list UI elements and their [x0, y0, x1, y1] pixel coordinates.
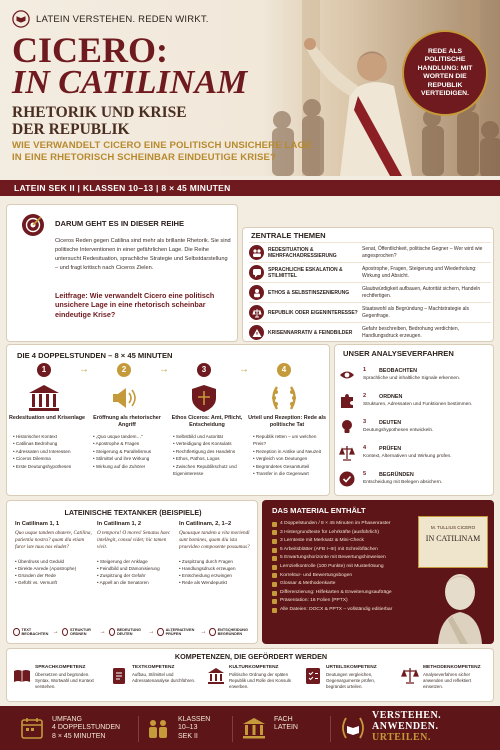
- arrow-icon: →: [200, 629, 207, 635]
- lesson-point: • Selbstbild und Autorität: [173, 433, 247, 440]
- lesson-point: • Republik retten – um welchen Preis?: [253, 433, 327, 448]
- lesson-point: • Wirkung auf die Zuhörer: [93, 463, 167, 470]
- laurel-book-icon: [340, 714, 366, 742]
- footer-fach-text: FACH LATEIN: [274, 716, 298, 732]
- eye-icon: [339, 367, 355, 383]
- anchor-point: • Gefühl vs. Vernunft: [15, 579, 95, 586]
- open-book-icon: [13, 667, 31, 685]
- material-item-text: 4 Doppelstunden / 8 × 45 Minuten im Phasenraster: [280, 521, 391, 526]
- competency-name: KULTURKOMPETENZ: [229, 665, 279, 670]
- anchor-points: [15, 558, 95, 586]
- step-desc: Deutungshypothesen entwickeln.: [363, 428, 434, 433]
- theme-row: [249, 262, 491, 282]
- theme-name: KRISENNARRATIV & FEINDBILDER: [268, 329, 353, 336]
- intro-lead: Leitfrage: Wie verwandelt Cicero eine politisch unsichere Lage in eine rhetorisch scheinbar eindeutige Krise?: [55, 291, 215, 319]
- anchor-point: • Appell an die Senatoren: [97, 579, 177, 586]
- intro-text: Ciceros Reden gegen Catilina sind mehr als brillante Rhetorik. Sie sind politische Interventionen in einer gefährlichen Lage. Die Reihe untersucht Redesituation, sprachliche Strategie und Selbstdarstellung – und fragt kritisch nach Ciceros Zielen.: [55, 238, 231, 271]
- anchor-latin: O tempora! O mores! Senatus haec intellegit, consul videt; hic tamen vivit.: [97, 530, 171, 551]
- material-item-text: Lernzielkontrolle (100 Punkte) mit Musterlösung: [280, 563, 384, 569]
- analysis-panel: [334, 344, 494, 496]
- calendar-icon: [20, 716, 44, 740]
- page-title: CICERO:: [12, 30, 169, 70]
- step-number: 3: [363, 419, 367, 425]
- guiding-question: WIE VERWANDELT CICERO EINE POLITISCH UNSICHERE LAGE IN EINE RHETORISCH SCHEINBAR EINDEUTIGE KRISE?: [12, 140, 312, 163]
- intro-heading: DARUM GEHT ES IN DIESER REIHE: [55, 219, 185, 228]
- footer-cell-fach: [242, 714, 322, 744]
- bullet-square-icon: [272, 591, 277, 596]
- temple-icon: [207, 667, 225, 685]
- arrow-icon: →: [79, 364, 89, 375]
- anchor-reference: In Catilinam, 2, 1–2: [179, 521, 232, 527]
- theme-desc: Glaubwürdigkeit aufbauen, Autorität sichern, Handeln rechtfertigen.: [362, 286, 481, 299]
- theme-name: ETHOS & SELBSTINSZENIERUNG: [268, 289, 350, 296]
- arrow-icon: →: [99, 629, 106, 635]
- competency-name: URTEILSKOMPETENZ: [326, 665, 377, 670]
- analysis-step: [339, 391, 493, 417]
- method-step: [109, 628, 146, 637]
- step-number: 4: [363, 445, 367, 451]
- material-item-text: Präsentation: 16 Folien (PPTX): [280, 598, 348, 604]
- temple-icon: [242, 716, 266, 740]
- material-heading: DAS MATERIAL ENTHÄLT: [272, 506, 366, 515]
- theme-desc: Apostrophe, Fragen, Steigerung und Wiederholung: Wirkung und Absicht.: [362, 266, 477, 279]
- competency-desc: Deutungen vergleichen, Gegenargumente prüfen, begründet urteilen.: [326, 672, 376, 689]
- anchor-reference: In Catilinam 1, 1: [15, 521, 60, 527]
- shield-icon: [187, 383, 221, 413]
- anchor-point: • Entscheidung erzwingen: [179, 572, 259, 579]
- speaker-icon: [107, 383, 141, 413]
- anchor-point: • Direkte Anrede (Apostrophe): [15, 565, 95, 572]
- lesson-point: • Ciceros Dilemma: [13, 455, 87, 462]
- lesson-point: • Rechtfertigung des Handelns: [173, 448, 247, 455]
- material-item: [272, 606, 422, 615]
- material-list: [272, 520, 422, 615]
- material-item: [272, 589, 422, 598]
- material-item-text: 5 Arbeitsblätter (AFB I–III) mit Schreibflächen: [280, 546, 378, 552]
- step-number: 5: [363, 471, 367, 477]
- material-item: [272, 572, 422, 581]
- scales-icon: [401, 667, 419, 685]
- anchor-point: • Gründen der Rede: [15, 572, 95, 579]
- intro-panel: [6, 204, 238, 342]
- lesson-point: • „Quo usque tandem…“: [93, 433, 167, 440]
- lesson-point: • Rezeption in Antike und Neuzeit: [253, 448, 327, 455]
- bullet-square-icon: [272, 522, 277, 527]
- person-icon: [249, 285, 264, 300]
- competency-item: [397, 663, 493, 701]
- footer-divider: [330, 716, 331, 742]
- lesson-points: [173, 433, 247, 477]
- lesson-number: 3: [197, 363, 211, 377]
- material-item: [272, 529, 422, 538]
- anchor-reference: In Catilinam 1, 2: [97, 521, 142, 527]
- analysis-step: [339, 365, 493, 391]
- method-step: [157, 628, 197, 637]
- step-circle-icon: [109, 628, 115, 636]
- theme-row: [249, 242, 491, 262]
- anchor-column: [97, 521, 177, 586]
- lesson-point: • Zwischen Republikschutz und Eigeninteresse: [173, 463, 247, 478]
- theme-row: [249, 282, 491, 302]
- step-circle-icon: [13, 628, 20, 636]
- anchor-latin: Quousque tandem a vita moriendi sunt homines, quam diu ista praevideo composente possumus?: [179, 530, 250, 551]
- method-step-label: BEDEUTUNG DEUTEN: [116, 627, 141, 636]
- step-number: 1: [363, 367, 367, 373]
- lesson-point: • Catilinas Bedrohung: [13, 440, 87, 447]
- material-item: [272, 580, 422, 589]
- bullet-square-icon: [272, 573, 277, 578]
- themes-panel: [242, 227, 494, 342]
- lesson-point: • Ethos, Pathos, Logos: [173, 455, 247, 462]
- badge-text: REDE ALS POLITISCHE HANDLUNG: MIT WORTEN DIE REPUBLIK VERTEIDIGEN.: [417, 47, 473, 97]
- arrow-icon: →: [52, 629, 59, 635]
- material-item-text: 5 Erwartungshorizonte mit Bewertungshinweisen: [280, 555, 386, 561]
- lesson-number: 2: [117, 363, 131, 377]
- lesson-title: Eröffnung als rhetorischer Angriff: [93, 415, 161, 428]
- book-title: IN CATILINAM: [425, 534, 481, 543]
- competency-desc: Aufbau, Stilmittel und Adressatenanalyse durchführen.: [132, 672, 196, 683]
- lesson-points: [93, 433, 167, 470]
- material-item: [272, 520, 422, 529]
- theme-desc: Gefahr beschreiben, Bedrohung verdichten, Handlungsdruck erzeugen.: [362, 326, 460, 339]
- footer-divider: [138, 716, 139, 742]
- competencies-heading: KOMPETENZEN, DIE GEFÖRDERT WERDEN: [174, 652, 328, 661]
- speech-bubble-icon: [249, 265, 264, 280]
- anchor-point: • Steigerung der Anklage: [97, 558, 177, 565]
- anchor-point: • Zuspitzung der Gefahr: [97, 572, 177, 579]
- theme-row: [249, 302, 491, 322]
- anchor-column: [179, 521, 259, 586]
- rede-badge: [402, 30, 488, 116]
- method-step-label: STRUKTUR ORDNEN: [69, 627, 91, 636]
- lesson-column: [167, 363, 247, 495]
- competency-item: [106, 663, 202, 701]
- material-item: [272, 546, 422, 555]
- competency-desc: Analyseverfahren sicher anwenden und reflektiert einsetzen.: [423, 672, 472, 689]
- themes-heading: ZENTRALE THEMEN: [251, 231, 326, 240]
- tagline-verstehen: VERSTEHEN.: [372, 710, 442, 721]
- bullet-square-icon: [272, 548, 277, 553]
- tagline: LATEIN VERSTEHEN. REDEN WIRKT.: [36, 13, 209, 25]
- bullet-square-icon: [272, 608, 277, 613]
- lesson-point: • Begründetes Gesamturteil: [253, 463, 327, 470]
- lesson-point: • Historischer Kontext: [13, 433, 87, 440]
- bullet-square-icon: [272, 582, 277, 587]
- method-steps-row: [13, 625, 257, 639]
- anchor-point: • Überdruss und Geduld: [15, 558, 95, 565]
- step-desc: Sprachliche und inhaltliche Signale erkennen.: [363, 376, 461, 381]
- method-step: [13, 628, 50, 637]
- material-item: [272, 563, 422, 572]
- info-bar: LATEIN SEK II | KLASSEN 10–13 | 8 × 45 MINUTEN: [0, 180, 500, 196]
- competencies-panel: [6, 648, 494, 702]
- step-desc: Entscheidung mit Belegen absichern.: [363, 480, 443, 485]
- lesson-points: [13, 433, 87, 470]
- anchor-latin: Quo usque tandem abutere, Catilina, patientia nostra? quam diu etiam furor iste tuus nos eludet?: [15, 530, 92, 551]
- scales-icon: [249, 305, 264, 320]
- checklist-icon: [304, 667, 322, 685]
- lesson-point: • Stilmittel und ihre Wirkung: [93, 455, 167, 462]
- material-item-text: Differenzierung: Hilfekarten & Erweiterungsaufträge: [280, 589, 392, 595]
- lesson-point: • Transfer in die Gegenwart: [253, 470, 327, 477]
- target-icon: [21, 213, 45, 237]
- lesson-point: • Verteidigung des Konsulats: [173, 440, 247, 447]
- material-panel: [262, 500, 494, 644]
- bullet-square-icon: [272, 599, 277, 604]
- anchor-column: [15, 521, 95, 586]
- theme-name: SPRACHLICHE ESKALATION & STILMITTEL: [268, 266, 343, 279]
- competency-desc: Übersetzen und begründen. Syntax, Wortwahl und Kontext verstehen.: [35, 672, 94, 689]
- lesson-point: • Vergleich von Deutungen: [253, 455, 327, 462]
- tagline-anwenden: ANWENDEN.: [372, 721, 439, 732]
- temple-icon: [27, 383, 61, 413]
- lesson-point: • Erste Deutungshypothesen: [13, 463, 87, 470]
- step-name: PRÜFEN: [379, 446, 402, 452]
- competency-name: SPRACHKOMPETENZ: [35, 665, 86, 670]
- laurel-book-icon: [12, 10, 30, 28]
- theme-name: REDESITUATION & MEHRFACHADRESSIERUNG: [268, 246, 337, 259]
- analysis-heading: UNSER ANALYSEVERFAHREN: [343, 349, 454, 358]
- footer-umfang-text: UMFANG 4 DOPPELSTUNDEN 8 × 45 MINUTEN: [52, 716, 121, 740]
- cicero-bust-illustration: [430, 564, 490, 644]
- competency-item: [300, 663, 396, 701]
- competency-name: METHODENKOMPETENZ: [423, 665, 481, 670]
- competency-item: [203, 663, 299, 701]
- bullet-square-icon: [272, 539, 277, 544]
- lightbulb-icon: [339, 419, 355, 435]
- lesson-number: 4: [277, 363, 291, 377]
- analysis-step: [339, 417, 493, 443]
- method-step: [209, 628, 257, 637]
- competency-name: TEXTKOMPETENZ: [132, 665, 175, 670]
- footer-tagline: [372, 710, 441, 743]
- anchor-point: • Rede als Wendepunkt: [179, 579, 259, 586]
- footer-cell-klassen: [146, 714, 226, 744]
- students-icon: [146, 716, 170, 740]
- bullet-square-icon: [272, 556, 277, 561]
- method-step-label: ENTSCHEIDUNG BEGRÜNDEN: [217, 627, 249, 636]
- lessons-heading: DIE 4 DOPPELSTUNDEN – 8 × 45 MINUTEN: [17, 351, 173, 360]
- lesson-point: • Steigerung & Parallelismus: [93, 448, 167, 455]
- anchors-heading: LATEINISCHE TEXTANKER (BEISPIELE): [64, 508, 202, 517]
- theme-row: [249, 322, 491, 342]
- subtitle-line-2: DER REPUBLIK: [12, 121, 130, 138]
- material-item-text: Alle Dateien: DOCX & PPTX – vollständig editierbar: [280, 606, 393, 612]
- material-item-text: Korrektur- und Bewertungsbogen: [280, 572, 353, 578]
- bullet-square-icon: [272, 530, 277, 535]
- footer-klassen-text: KLASSEN 10–13 SEK II: [178, 716, 211, 740]
- lesson-column: [7, 363, 87, 495]
- material-item-text: 3 Hintergrundtexte für Lehrkräfte (ausführlich): [280, 529, 379, 535]
- analysis-step: [339, 469, 493, 495]
- lesson-title: Ethos Ciceros: Amt, Pflicht, Entscheidung: [171, 415, 243, 428]
- material-item: [272, 537, 422, 546]
- book-cover: [418, 516, 488, 568]
- step-circle-icon: [209, 628, 215, 636]
- people-icon: [249, 245, 264, 260]
- lessons-panel: [6, 344, 330, 496]
- step-number: 2: [363, 393, 367, 399]
- lesson-point: • Apostrophe & Fragen: [93, 440, 167, 447]
- footer-cell-umfang: [20, 714, 130, 744]
- theme-desc: Staatswohl als Begründung – Machtstrategie als Gegenfrage.: [362, 306, 470, 319]
- step-name: BEGRÜNDEN: [379, 472, 414, 478]
- step-name: DEUTEN: [379, 420, 402, 426]
- checkmark-circle-icon: [339, 471, 355, 487]
- material-item-text: Glossar & Methodenkarte: [280, 581, 336, 587]
- book-author: M. TULLIUS CICERO: [430, 525, 476, 530]
- arrow-icon: →: [148, 629, 155, 635]
- laurel-wreath-icon: [267, 383, 301, 413]
- anchor-point: • Handlungsdruck erzeugen: [179, 565, 259, 572]
- footer-divider: [232, 716, 233, 742]
- subtitle-line-1: RHETORIK UND KRISE: [12, 104, 187, 121]
- anchor-points: [179, 558, 259, 586]
- document-icon: [110, 667, 128, 685]
- lesson-title: Urteil und Rezeption: Rede als politische Tat: [248, 415, 326, 428]
- theme-desc: Senat, Öffentlichkeit, politische Gegner – Wer wird wie angesprochen?: [362, 246, 483, 259]
- competency-desc: Politische Ordnung der späten Republik und Rolle des Konsuls erwerben.: [229, 672, 291, 689]
- method-step-label: TEXT BEOBACHTEN: [21, 627, 49, 636]
- step-desc: Kontext, Alternativen und Wirkung prüfen.: [363, 454, 452, 459]
- step-desc: Strukturen, Adressaten und Funktionen bestimmen.: [363, 402, 473, 407]
- lesson-column: [87, 363, 167, 495]
- theme-name: REPUBLIK ODER EIGENINTERESSE?: [268, 309, 358, 316]
- bullet-square-icon: [272, 565, 277, 570]
- anchor-points: [97, 558, 177, 586]
- step-circle-icon: [157, 628, 163, 636]
- tagline-row: [12, 10, 209, 28]
- arrow-icon: →: [239, 364, 249, 375]
- competency-item: [9, 663, 105, 701]
- anchor-point: • Feindbild und Dämonisierung: [97, 565, 177, 572]
- lesson-column: [247, 363, 327, 495]
- method-step: [62, 628, 97, 637]
- arrow-icon: →: [159, 364, 169, 375]
- analysis-step: [339, 443, 493, 469]
- material-item: [272, 597, 422, 606]
- lesson-number: 1: [37, 363, 51, 377]
- page-title-italic: IN CATILINAM: [12, 64, 248, 101]
- material-item: [272, 554, 422, 563]
- lesson-points: [253, 433, 327, 477]
- lesson-title: Redesituation und Krisenlage: [8, 415, 86, 421]
- step-circle-icon: [62, 628, 68, 636]
- method-step-label: ALTERNATIVEN PRÜFEN: [165, 627, 195, 636]
- puzzle-icon: [339, 393, 355, 409]
- step-name: BEOBACHTEN: [379, 368, 418, 374]
- tagline-urteilen: URTEILEN.: [372, 732, 431, 743]
- material-item-text: 3 Lernteste mit Merksatz & Mini-Check: [280, 538, 364, 544]
- lesson-point: • Adressaten und Interessen: [13, 448, 87, 455]
- hero-section: [0, 0, 500, 176]
- text-anchors-panel: [6, 500, 258, 644]
- step-name: ORDNEN: [379, 394, 403, 400]
- anchor-point: • Zuspitzung durch Fragen: [179, 558, 259, 565]
- warning-icon: [249, 325, 264, 340]
- scales-icon: [339, 445, 355, 461]
